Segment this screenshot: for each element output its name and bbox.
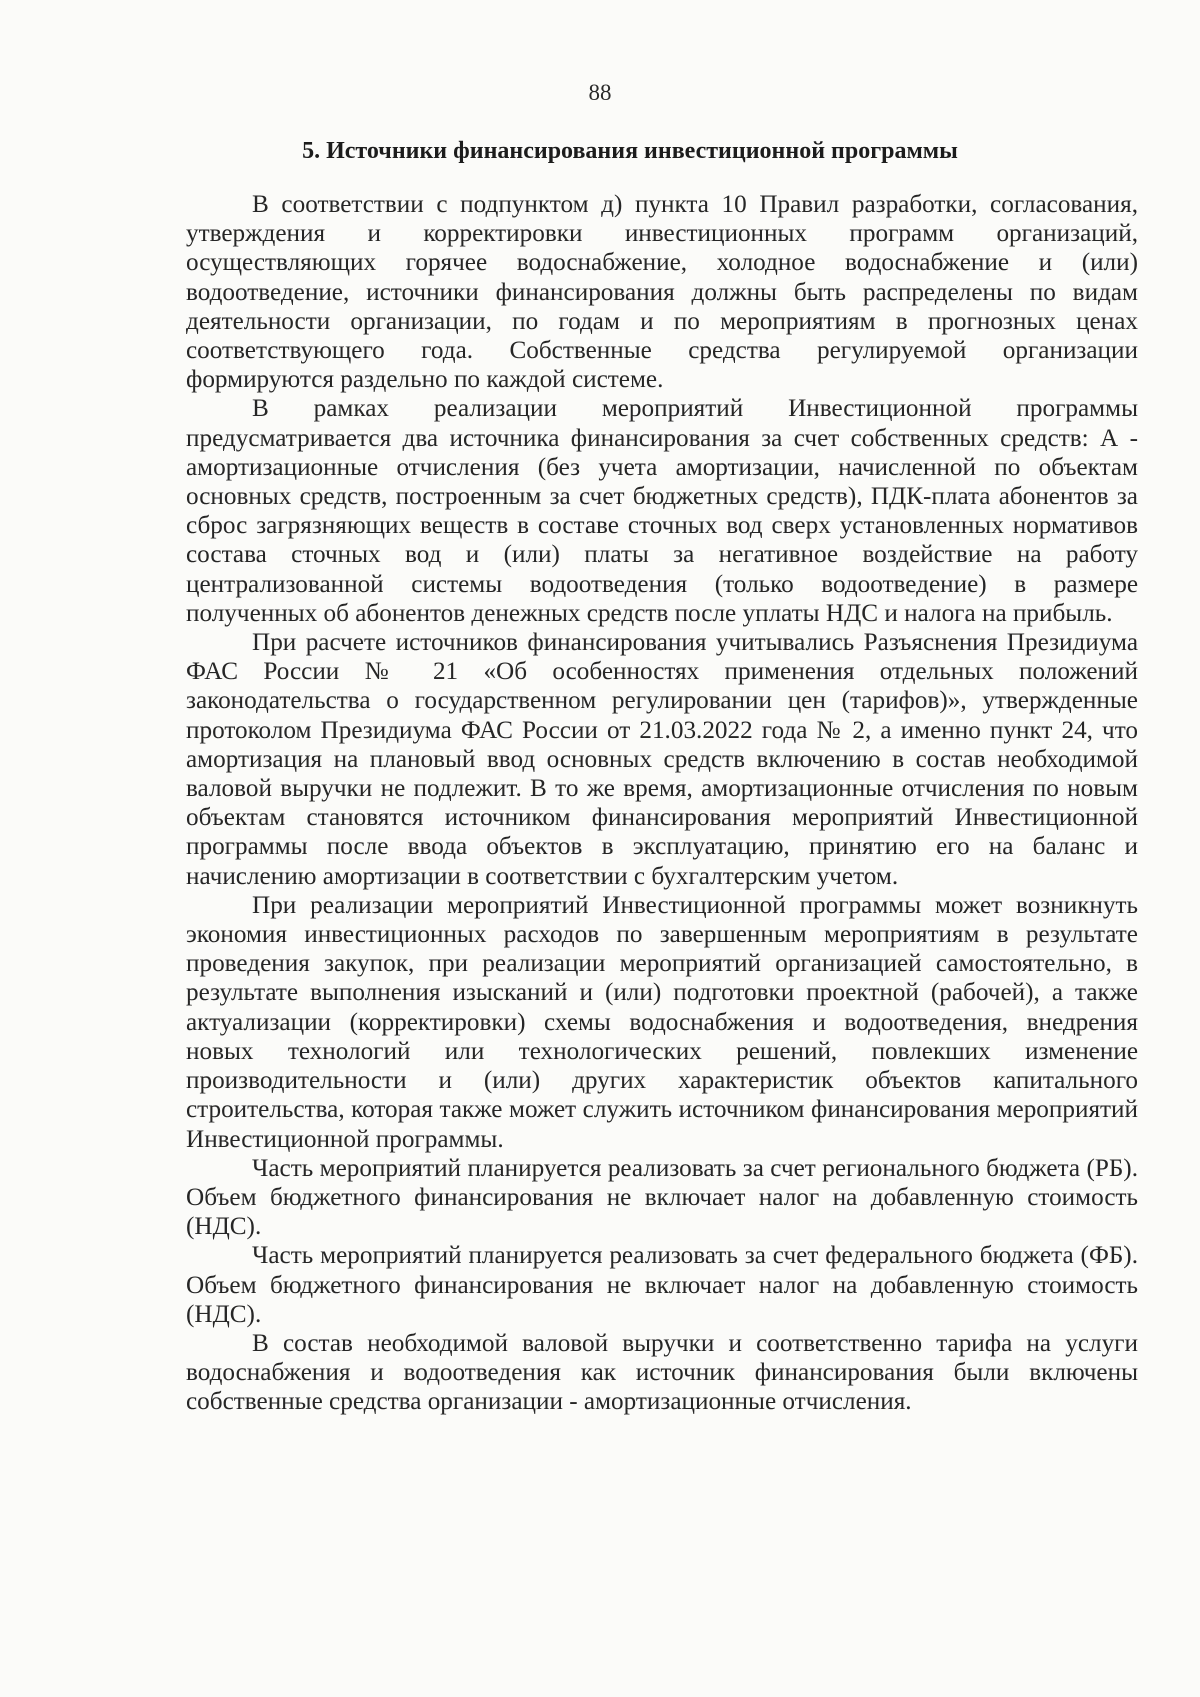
paragraph: В рамках реализации мероприятий Инвестиционной программы предусматривается два источника финансирования за счет собственных средств: А - амортизационные отчисления (без учета амортизации, начисленной по объектам основных средств, построенным за счет бюджетных средств), ПДК-плата абонентов за сброс загрязняющих веществ в составе сточных вод сверх установленных нормативов состава сточных вод и (или) платы за негативное воздействие на работу централизованной системы водоотведения (только водоотведение) в размере полученных об абонентов денежных средств после уплаты НДС и налога на прибыль.: [186, 395, 1138, 627]
paragraph: Часть мероприятий планируется реализовать за счет федерального бюджета (ФБ). Объем бюджетного финансирования не включает налог на добавленную стоимость (НДС).: [186, 1242, 1138, 1328]
document-body: [186, 190, 1138, 1417]
paragraph: При расчете источников финансирования учитывались Разъяснения Президиума ФАС России № 21 «Об особенностях применения отдельных положений законодательства о государственном регулировании цен (тарифов)», утвержденные протоколом Президиума ФАС России от 21.03.2022 года № 2, а именно пункт 24, что амортизация на плановый ввод основных средств включению в состав необходимой валовой выручки не подлежит. В то же время, амортизационные отчисления по новым объектам становятся источником финансирования мероприятий Инвестиционной программы после ввода объектов в эксплуатацию, принятию его на баланс и начислению амортизации в соответствии с бухгалтерским учетом.: [186, 629, 1138, 890]
page-number: 88: [588, 80, 612, 105]
paragraph: В соответствии с подпунктом д) пункта 10 Правил разработки, согласования, утверждения и корректировки инвестиционных программ организаций, осуществляющих горячее водоснабжение, холодное водоснабжение и (или) водоотведение, источники финансирования должны быть распределены по видам деятельности организации, по годам и по мероприятиям в прогнозных ценах соответствующего года. Собственные средства регулируемой организации формируются раздельно по каждой системе.: [186, 191, 1138, 394]
paragraph: В состав необходимой валовой выручки и соответственно тарифа на услуги водоснабжения и водоотведения как источник финансирования были включены собственные средства организации - амортизационные отчисления.: [186, 1329, 1138, 1416]
paragraph: При реализации мероприятий Инвестиционной программы может возникнуть экономия инвестиционных расходов по завершенным мероприятиям в результате проведения закупок, при реализации мероприятий организацией самостоятельно, в результате выполнения изысканий и (или) подготовки проектной (рабочей), а также актуализации (корректировки) схемы водоснабжения и водоотведения, внедрения новых технологий или технологических решений, повлекших изменение производительности и (или) других характеристик объектов капитального строительства, которая также может служить источником финансирования мероприятий Инвестиционной программы.: [186, 891, 1138, 1153]
paragraph: Часть мероприятий планируется реализовать за счет регионального бюджета (РБ). Объем бюджетного финансирования не включает налог на добавленную стоимость (НДС).: [186, 1154, 1138, 1241]
section-heading: 5. Источники финансирования инвестиционной программы: [302, 138, 958, 164]
